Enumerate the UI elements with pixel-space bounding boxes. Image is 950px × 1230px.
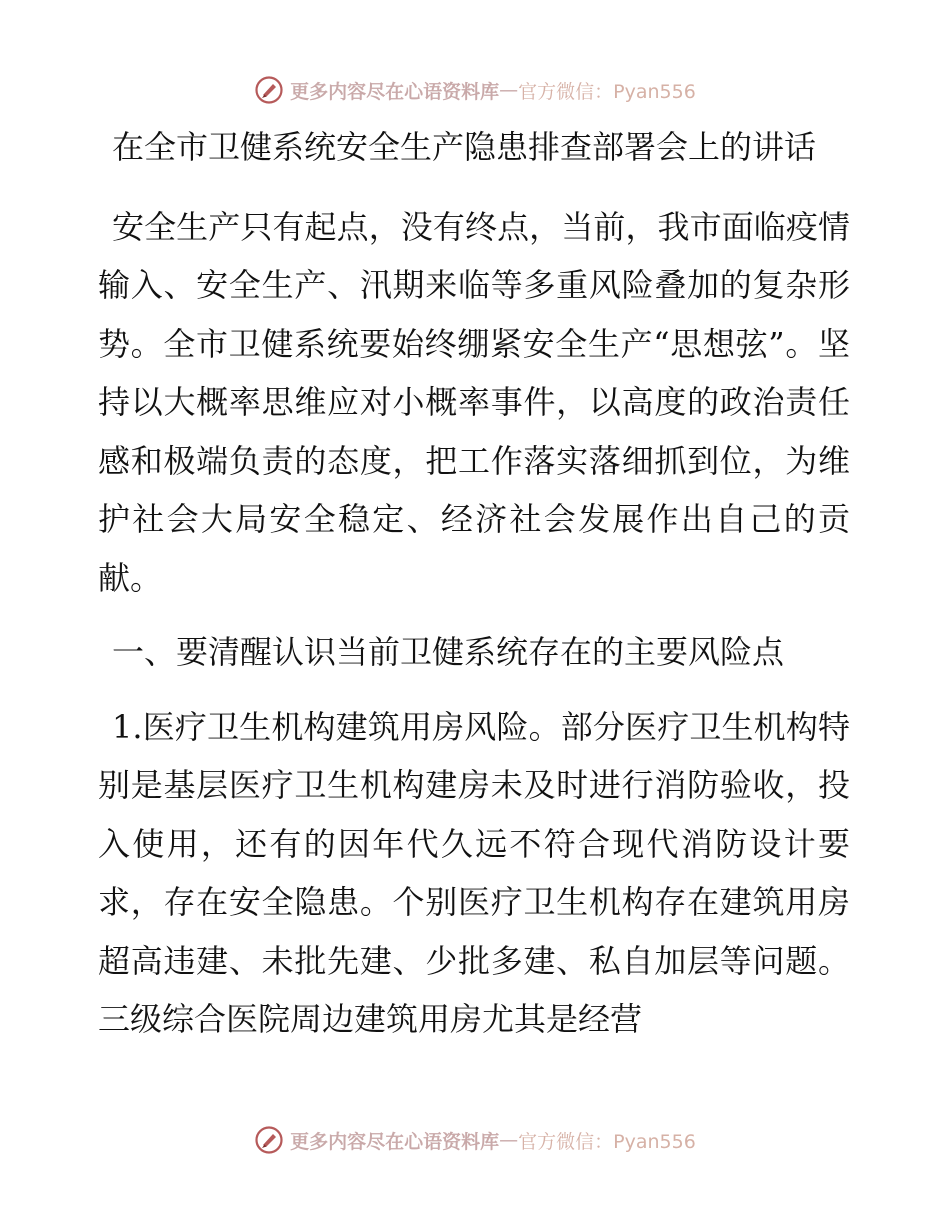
logo-icon bbox=[254, 1125, 284, 1155]
section-heading: 一、要清醒认识当前卫健系统存在的主要风险点 bbox=[112, 633, 785, 671]
header-watermark-banner bbox=[0, 70, 950, 110]
banner-main-text: 更多内容尽在心语资料库 bbox=[290, 80, 500, 103]
banner-separator: — bbox=[499, 1129, 519, 1151]
banner-main-text: 更多内容尽在心语资料库 bbox=[290, 1130, 500, 1153]
document-body bbox=[98, 118, 850, 1049]
numbered-paragraph: 1.医疗卫生机构建筑用房风险。部分医疗卫生机构特别是基层医疗卫生机构建房未及时进行消防验收，投入使用，还有的因年代久远不符合现代消防设计要求，存在安全隐患。个别医疗卫生机构存在建筑用房超高违建、未批先建、少批多建、私自加层等问题。三级综合医院周边建筑用房尤其是经营 bbox=[98, 707, 850, 1038]
logo-icon bbox=[254, 75, 284, 105]
banner-separator: — bbox=[499, 79, 519, 101]
intro-paragraph: 安全生产只有起点，没有终点，当前，我市面临疫情输入、安全生产、汛期来临等多重风险叠加的复杂形势。全市卫健系统要始终绷紧安全生产“思想弦”。坚持以大概率思维应对小概率事件，以高度的政治责任感和极端负责的态度，把工作落实落细抓到位，为维护社会大局安全稳定、经济社会发展作出自己的贡献。 bbox=[98, 207, 850, 597]
document-title: 在全市卫健系统安全生产隐患排查部署会上的讲话 bbox=[112, 128, 817, 166]
banner-contact-text: 官方微信：Pyan556 bbox=[518, 80, 696, 103]
banner-contact-text: 官方微信：Pyan556 bbox=[518, 1130, 696, 1153]
footer-watermark-banner bbox=[0, 1120, 950, 1160]
